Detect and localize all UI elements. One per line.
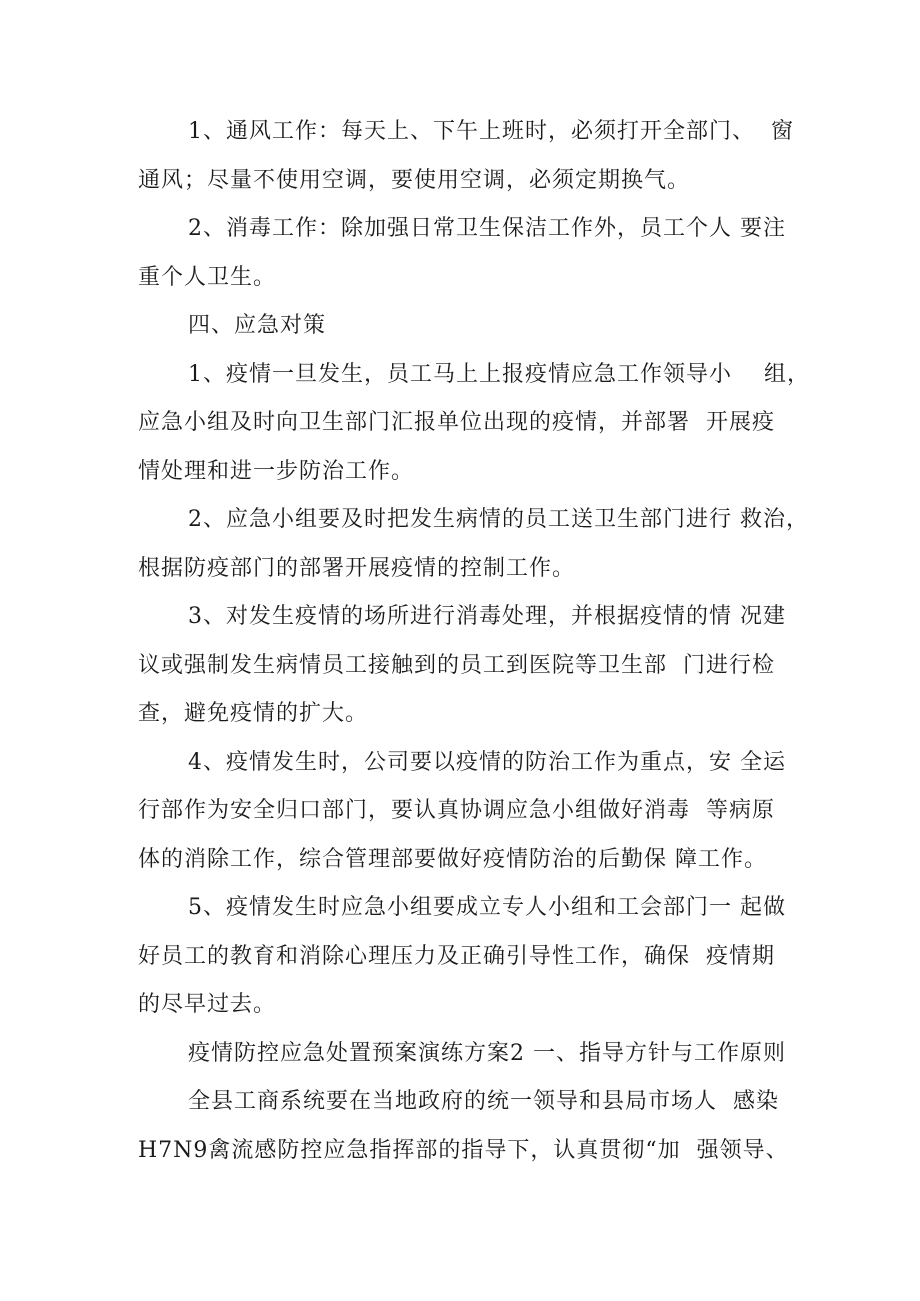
para-plan-2-body (138, 1084, 788, 1181)
para-disinfection (138, 211, 788, 308)
text-line: 1、疫情一旦发生，员工马上上报疫情应急工作领导小 组， (188, 361, 810, 387)
text-line: 的尽早过去。 (138, 992, 277, 1017)
text-line: 3、对发生疫情的场所进行消毒处理，并根据疫情的情 况建 (188, 604, 786, 629)
text-line: 议或强制发生病情员工接触到的员工到医院等卫生部 门进行检 (138, 652, 775, 678)
text-line: 4、疫情发生时，公司要以疫情的防治工作为重点，安 全运 (188, 749, 786, 775)
section-heading: 四、应急对策 (188, 313, 327, 338)
document-body (138, 114, 810, 1181)
section-heading-emergency (138, 308, 788, 357)
text-line: 疫情防控应急处置预案演练方案2 一、指导方针与工作原则 (188, 1040, 786, 1066)
text-line: 通风；尽量不使用空调，要使用空调，必须定期换气。 (138, 167, 691, 193)
para-countermeasure-4 (138, 745, 788, 891)
text-line: 重个人卫生。 (138, 264, 277, 290)
text-line: 2、消毒工作：除加强日常卫生保洁工作外，员工个人 要注 (188, 216, 786, 241)
text-line: 5、疫情发生时应急小组要成立专人小组和工会部门一 起做 (188, 895, 786, 920)
para-countermeasure-5 (138, 890, 788, 1036)
text-line: 好员工的教育和消除心理压力及正确引导性工作，确保 疫情期 (138, 943, 775, 969)
text-line: 情处理和进一步防治工作。 (138, 458, 415, 484)
text-line: 行部作为安全归口部门，要认真协调应急小组做好消毒 等病原 (138, 798, 775, 823)
text-line: 应急小组及时向卫生部门汇报单位出现的疫情，并部署 开展疫 (138, 410, 775, 435)
text-line: 体的消除工作，综合管理部要做好疫情防治的后勤保 障工作。 (138, 846, 767, 872)
text-line: 根据防疫部门的部署开展疫情的控制工作。 (138, 555, 576, 581)
text-line: 2、应急小组要及时把发生病情的员工送卫生部门进行 救治， (188, 507, 809, 532)
para-plan-2-title (138, 1036, 788, 1085)
text-line: 全县工商系统要在当地政府的统一领导和县局市场人 感染 (188, 1089, 779, 1114)
text-line: 1、通风工作：每天上、下午上班时，必须打开全部门、 窗 (188, 119, 794, 144)
para-countermeasure-2 (138, 502, 809, 599)
para-ventilation (138, 114, 794, 211)
para-countermeasure-3 (138, 599, 788, 745)
text-line: 查，避免疫情的扩大。 (138, 701, 369, 726)
text-line: H7N9禽流感防控应急指挥部的指导下，认真贯彻“加 强领导、 (138, 1137, 789, 1163)
para-countermeasure-1 (138, 357, 810, 503)
